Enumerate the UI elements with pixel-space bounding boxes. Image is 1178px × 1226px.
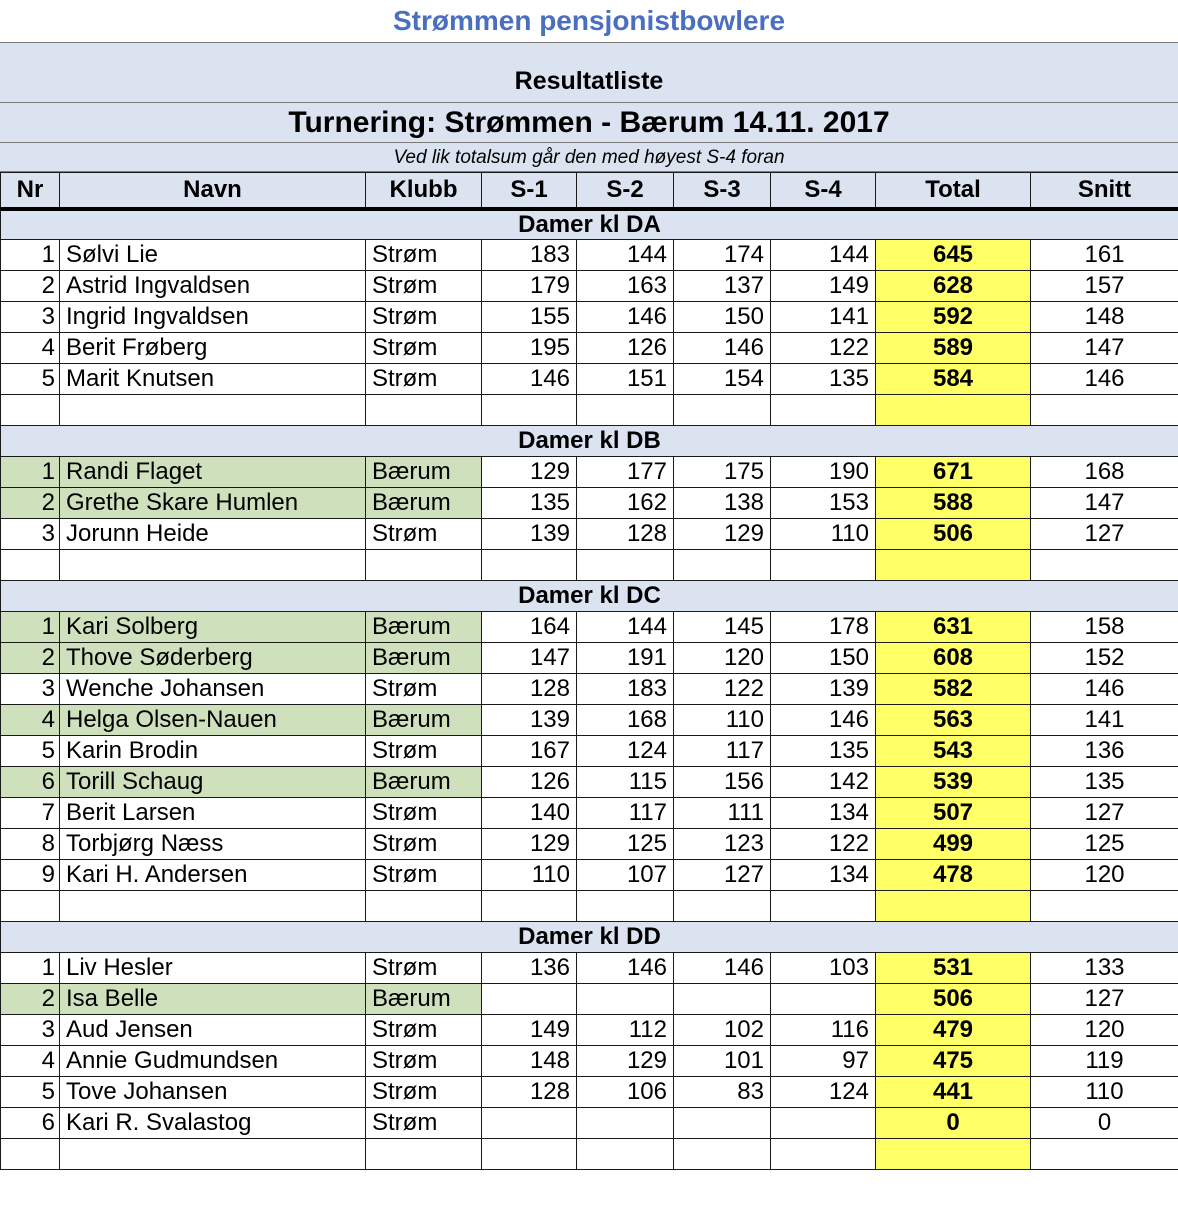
cell-total: 628 [876,271,1031,302]
empty-cell [674,1139,771,1170]
table-row [1,829,1178,860]
cell-club: Strøm [366,674,482,705]
cell-club: Strøm [366,1046,482,1077]
cell-s2: 168 [577,705,674,736]
empty-cell [366,1139,482,1170]
cell-avg: 136 [1031,736,1178,767]
cell-s1: 139 [482,705,577,736]
table-row [1,767,1178,798]
empty-cell [674,395,771,426]
cell-s4 [771,984,876,1015]
empty-cell [482,395,577,426]
cell-avg: 133 [1031,953,1178,984]
cell-avg: 146 [1031,364,1178,395]
empty-cell [674,550,771,581]
cell-nr: 4 [1,1046,60,1077]
table-row [1,736,1178,767]
subtitle: Resultatliste [514,67,664,95]
cell-total: 563 [876,705,1031,736]
col-header-s3: S-3 [674,173,771,209]
cell-nr: 8 [1,829,60,860]
cell-s1: 179 [482,271,577,302]
col-header-avg: Snitt [1031,173,1178,209]
cell-s4 [771,1108,876,1139]
cell-s3: 129 [674,519,771,550]
cell-s4: 139 [771,674,876,705]
cell-s4: 103 [771,953,876,984]
table-row [1,519,1178,550]
cell-total: 671 [876,457,1031,488]
cell-s3: 122 [674,674,771,705]
cell-nr: 3 [1,1015,60,1046]
section-title: Damer kl DD [1,922,1178,953]
empty-cell [876,395,1031,426]
cell-name: Astrid Ingvaldsen [60,271,366,302]
cell-club: Strøm [366,302,482,333]
cell-avg: 110 [1031,1077,1178,1108]
empty-cell [366,891,482,922]
table-row [1,643,1178,674]
empty-cell [60,395,366,426]
cell-s4: 144 [771,240,876,271]
empty-cell [577,395,674,426]
col-header-total: Total [876,173,1031,209]
cell-club: Bærum [366,612,482,643]
cell-club: Strøm [366,1108,482,1139]
cell-total: 592 [876,302,1031,333]
spacer-row [1,550,1178,581]
empty-cell [1031,891,1178,922]
cell-name: Karin Brodin [60,736,366,767]
cell-s2: 106 [577,1077,674,1108]
col-header-s2: S-2 [577,173,674,209]
cell-club: Bærum [366,767,482,798]
empty-cell [366,395,482,426]
section-title: Damer kl DA [1,209,1178,240]
table-row [1,1077,1178,1108]
col-header-nr: Nr [1,173,60,209]
cell-total: 584 [876,364,1031,395]
section-header-row [1,922,1178,953]
cell-s1: 126 [482,767,577,798]
cell-s2: 162 [577,488,674,519]
empty-cell [60,550,366,581]
cell-s3: 137 [674,271,771,302]
cell-s1: 139 [482,519,577,550]
cell-nr: 6 [1,1108,60,1139]
cell-name: Annie Gudmundsen [60,1046,366,1077]
table-row [1,612,1178,643]
cell-total: 631 [876,612,1031,643]
table-row [1,984,1178,1015]
cell-s1: 136 [482,953,577,984]
cell-avg: 147 [1031,488,1178,519]
tournament-title: Turnering: Strømmen - Bærum 14.11. 2017 [288,106,890,139]
empty-cell [60,891,366,922]
cell-s2: 124 [577,736,674,767]
cell-total: 506 [876,519,1031,550]
cell-s2: 146 [577,302,674,333]
cell-s4: 110 [771,519,876,550]
cell-nr: 3 [1,302,60,333]
table-row [1,860,1178,891]
table-row [1,1015,1178,1046]
cell-s3: 110 [674,705,771,736]
cell-s3: 175 [674,457,771,488]
cell-s4: 141 [771,302,876,333]
cell-s1: 146 [482,364,577,395]
cell-name: Helga Olsen-Nauen [60,705,366,736]
cell-s2: 126 [577,333,674,364]
empty-cell [577,1139,674,1170]
empty-cell [1,1139,60,1170]
col-header-name: Navn [60,173,366,209]
cell-s1: 140 [482,798,577,829]
empty-cell [1031,395,1178,426]
cell-nr: 5 [1,736,60,767]
cell-total: 0 [876,1108,1031,1139]
cell-name: Liv Hesler [60,953,366,984]
cell-avg: 120 [1031,1015,1178,1046]
cell-name: Berit Frøberg [60,333,366,364]
cell-s3 [674,984,771,1015]
cell-s2: 191 [577,643,674,674]
col-header-s4: S-4 [771,173,876,209]
cell-s2 [577,984,674,1015]
cell-s4: 153 [771,488,876,519]
cell-avg: 119 [1031,1046,1178,1077]
cell-s2: 115 [577,767,674,798]
cell-s3: 150 [674,302,771,333]
cell-name: Kari H. Andersen [60,860,366,891]
cell-nr: 1 [1,612,60,643]
tie-break-note: Ved lik totalsum går den med høyest S-4 foran [393,147,785,168]
cell-name: Sølvi Lie [60,240,366,271]
section-title: Damer kl DB [1,426,1178,457]
cell-s3: 102 [674,1015,771,1046]
results-body [1,209,1178,1170]
cell-s3: 154 [674,364,771,395]
cell-nr: 5 [1,1077,60,1108]
empty-cell [771,550,876,581]
table-row [1,240,1178,271]
cell-club: Bærum [366,643,482,674]
cell-total: 499 [876,829,1031,860]
cell-avg: 127 [1031,798,1178,829]
cell-name: Thove Søderberg [60,643,366,674]
cell-name: Isa Belle [60,984,366,1015]
cell-s2: 125 [577,829,674,860]
cell-s1: 147 [482,643,577,674]
cell-s1: 183 [482,240,577,271]
cell-s4: 149 [771,271,876,302]
cell-s3: 156 [674,767,771,798]
empty-cell [366,550,482,581]
table-row [1,302,1178,333]
empty-cell [876,550,1031,581]
cell-avg: 120 [1031,860,1178,891]
cell-nr: 1 [1,953,60,984]
cell-s4: 116 [771,1015,876,1046]
col-header-s1: S-1 [482,173,577,209]
cell-s3: 101 [674,1046,771,1077]
cell-s1: 164 [482,612,577,643]
cell-name: Wenche Johansen [60,674,366,705]
cell-club: Strøm [366,829,482,860]
empty-cell [482,891,577,922]
cell-nr: 1 [1,240,60,271]
empty-cell [60,1139,366,1170]
section-title: Damer kl DC [1,581,1178,612]
table-row [1,1108,1178,1139]
cell-name: Grethe Skare Humlen [60,488,366,519]
cell-s2: 183 [577,674,674,705]
cell-s4: 142 [771,767,876,798]
cell-s2: 177 [577,457,674,488]
table-row [1,457,1178,488]
cell-club: Strøm [366,364,482,395]
cell-avg: 158 [1031,612,1178,643]
cell-s2: 129 [577,1046,674,1077]
cell-s3: 111 [674,798,771,829]
cell-avg: 127 [1031,519,1178,550]
cell-total: 539 [876,767,1031,798]
cell-s3: 145 [674,612,771,643]
cell-total: 582 [876,674,1031,705]
cell-total: 475 [876,1046,1031,1077]
cell-s2 [577,1108,674,1139]
cell-nr: 2 [1,271,60,302]
cell-s4: 135 [771,364,876,395]
empty-cell [674,891,771,922]
cell-nr: 6 [1,767,60,798]
cell-s1: 129 [482,829,577,860]
cell-s3: 120 [674,643,771,674]
cell-club: Strøm [366,1015,482,1046]
empty-cell [577,891,674,922]
cell-s1 [482,1108,577,1139]
cell-s3: 123 [674,829,771,860]
cell-s4: 178 [771,612,876,643]
cell-club: Bærum [366,488,482,519]
cell-s2: 117 [577,798,674,829]
cell-club: Bærum [366,457,482,488]
tournament-band [0,103,1178,143]
cell-avg: 125 [1031,829,1178,860]
cell-s3: 127 [674,860,771,891]
cell-s1: 155 [482,302,577,333]
cell-total: 543 [876,736,1031,767]
cell-avg: 127 [1031,984,1178,1015]
cell-s1: 110 [482,860,577,891]
cell-club: Strøm [366,1077,482,1108]
empty-cell [577,550,674,581]
cell-name: Randi Flaget [60,457,366,488]
cell-s2: 144 [577,240,674,271]
cell-total: 507 [876,798,1031,829]
cell-total: 531 [876,953,1031,984]
cell-nr: 3 [1,519,60,550]
cell-total: 608 [876,643,1031,674]
empty-cell [482,1139,577,1170]
cell-total: 441 [876,1077,1031,1108]
cell-s3: 146 [674,333,771,364]
cell-avg: 0 [1031,1108,1178,1139]
cell-club: Strøm [366,519,482,550]
table-row [1,798,1178,829]
document-title: Strømmen pensjonistbowlere [392,5,786,36]
cell-name: Marit Knutsen [60,364,366,395]
cell-s4: 150 [771,643,876,674]
cell-total: 645 [876,240,1031,271]
cell-nr: 2 [1,643,60,674]
cell-club: Strøm [366,736,482,767]
cell-s2: 107 [577,860,674,891]
cell-name: Jorunn Heide [60,519,366,550]
cell-club: Strøm [366,860,482,891]
table-row [1,333,1178,364]
cell-nr: 4 [1,333,60,364]
cell-s3 [674,1108,771,1139]
empty-cell [482,550,577,581]
table-row [1,705,1178,736]
empty-cell [771,395,876,426]
table-row [1,674,1178,705]
cell-name: Torill Schaug [60,767,366,798]
table-row [1,1046,1178,1077]
cell-s4: 122 [771,333,876,364]
cell-s3: 174 [674,240,771,271]
cell-s2: 151 [577,364,674,395]
note-band [0,143,1178,172]
cell-avg: 161 [1031,240,1178,271]
cell-name: Berit Larsen [60,798,366,829]
cell-name: Aud Jensen [60,1015,366,1046]
section-header-row [1,209,1178,240]
cell-s1: 129 [482,457,577,488]
cell-s2: 146 [577,953,674,984]
cell-name: Kari R. Svalastog [60,1108,366,1139]
cell-nr: 2 [1,984,60,1015]
table-row [1,488,1178,519]
cell-total: 588 [876,488,1031,519]
section-header-row [1,426,1178,457]
cell-total: 589 [876,333,1031,364]
cell-name: Kari Solberg [60,612,366,643]
table-row [1,953,1178,984]
table-row [1,364,1178,395]
cell-s4: 97 [771,1046,876,1077]
empty-cell [1031,550,1178,581]
col-header-club: Klubb [366,173,482,209]
cell-nr: 2 [1,488,60,519]
cell-avg: 148 [1031,302,1178,333]
document-title-bar [0,0,1178,43]
cell-s4: 122 [771,829,876,860]
cell-s4: 146 [771,705,876,736]
cell-avg: 147 [1031,333,1178,364]
cell-nr: 7 [1,798,60,829]
empty-cell [1031,1139,1178,1170]
cell-name: Tove Johansen [60,1077,366,1108]
cell-s4: 190 [771,457,876,488]
cell-nr: 5 [1,364,60,395]
empty-cell [1,891,60,922]
empty-cell [771,1139,876,1170]
cell-club: Strøm [366,798,482,829]
cell-s3: 83 [674,1077,771,1108]
cell-s4: 135 [771,736,876,767]
cell-s2: 163 [577,271,674,302]
spacer-row [1,1139,1178,1170]
cell-nr: 9 [1,860,60,891]
spacer-row [1,395,1178,426]
cell-club: Bærum [366,705,482,736]
cell-s2: 112 [577,1015,674,1046]
cell-s4: 134 [771,860,876,891]
cell-s1: 128 [482,1077,577,1108]
header-row [1,173,1178,209]
cell-avg: 141 [1031,705,1178,736]
cell-avg: 146 [1031,674,1178,705]
table-row [1,271,1178,302]
cell-s1: 148 [482,1046,577,1077]
cell-s4: 124 [771,1077,876,1108]
cell-s1: 195 [482,333,577,364]
cell-s3: 117 [674,736,771,767]
cell-club: Strøm [366,953,482,984]
results-table [0,172,1178,1170]
cell-club: Strøm [366,333,482,364]
cell-s3: 138 [674,488,771,519]
cell-avg: 168 [1031,457,1178,488]
cell-avg: 157 [1031,271,1178,302]
cell-s4: 134 [771,798,876,829]
cell-name: Torbjørg Næss [60,829,366,860]
cell-avg: 152 [1031,643,1178,674]
subtitle-band [0,43,1178,103]
spacer-row [1,891,1178,922]
empty-cell [876,1139,1031,1170]
cell-s1: 135 [482,488,577,519]
cell-name: Ingrid Ingvaldsen [60,302,366,333]
cell-total: 478 [876,860,1031,891]
cell-total: 479 [876,1015,1031,1046]
cell-s1: 128 [482,674,577,705]
cell-s1: 167 [482,736,577,767]
cell-nr: 3 [1,674,60,705]
cell-avg: 135 [1031,767,1178,798]
empty-cell [1,550,60,581]
cell-s2: 128 [577,519,674,550]
section-header-row [1,581,1178,612]
cell-club: Strøm [366,271,482,302]
empty-cell [1,395,60,426]
cell-s3: 146 [674,953,771,984]
empty-cell [876,891,1031,922]
cell-club: Bærum [366,984,482,1015]
cell-s2: 144 [577,612,674,643]
cell-club: Strøm [366,240,482,271]
cell-total: 506 [876,984,1031,1015]
cell-s1 [482,984,577,1015]
cell-nr: 1 [1,457,60,488]
cell-s1: 149 [482,1015,577,1046]
cell-nr: 4 [1,705,60,736]
empty-cell [771,891,876,922]
